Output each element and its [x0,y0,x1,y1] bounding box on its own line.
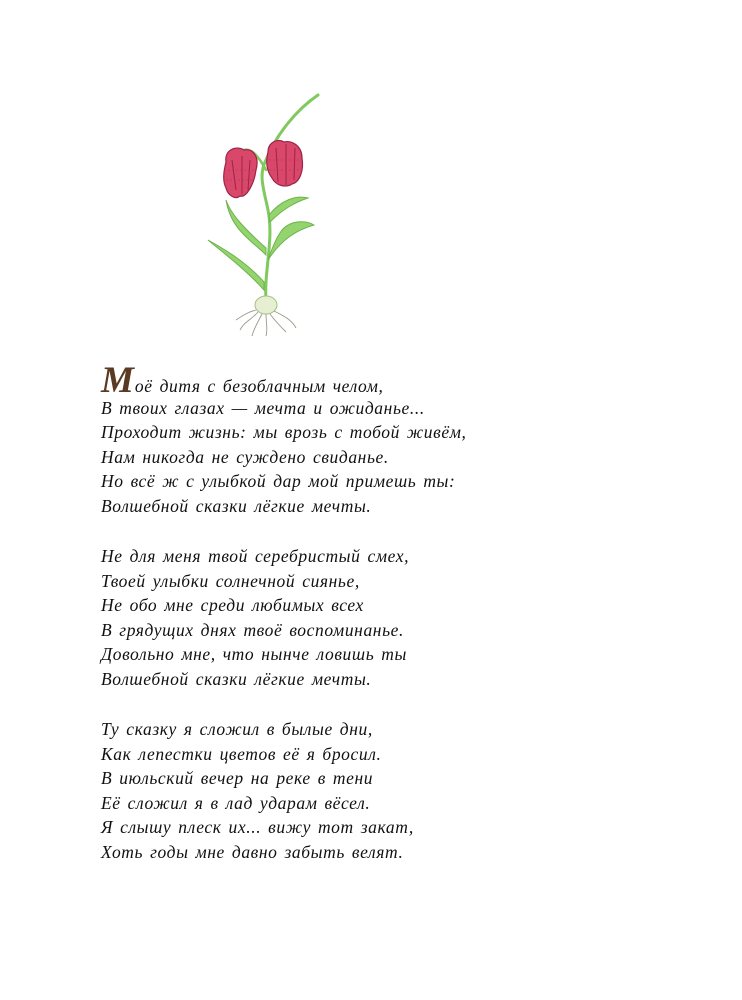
fritillary-flower-icon [196,90,330,338]
poem-line: Не для меня твой серебристый смех, [101,546,410,566]
drop-cap: М [101,360,134,401]
poem-line [101,360,661,401]
poem-line: Волшебной сказки лёгкие мечты. [101,495,372,516]
poem-line: Твоей улыбки солнечной сиянье, [101,570,360,591]
poem-line: Не обо мне среди любимых всех [101,595,364,615]
poem-stanza [101,544,661,691]
poem-line: Нам никогда не суждено свиданье. [101,446,389,467]
poem-line: Её сложил я в лад ударам вёсел. [101,792,371,813]
poem-line: В грядущих днях твоё воспоминанье. [101,619,404,640]
poem-line: Ту сказку я сложил в былые дни, [101,719,373,739]
flower-bell-left [224,148,257,197]
poem [101,360,661,890]
poem-line: Проходит жизнь: мы врозь с тобой живём, [101,422,467,442]
flower-leaf [226,200,266,255]
poem-line: Но всё ж с улыбкой дар мой примешь ты: [101,471,456,491]
poem-line: Как лепестки цветов её я бросил. [101,743,382,764]
poem-stanza [101,360,661,518]
flower-bulb [255,296,277,314]
poem-stanza [101,717,661,864]
poem-line: Волшебной сказки лёгкие мечты. [101,668,372,689]
poem-line: Довольно мне, что нынче ловишь ты [101,644,407,664]
poem-line-text: оё дитя с безоблачным челом, [134,376,384,396]
poem-line: В июльский вечер на реке в тени [101,768,374,788]
poem-line: Я слышу плеск их... вижу тот закат, [101,817,414,837]
poem-line: В твоих глазах — мечта и ожиданье... [101,397,425,418]
poem-line: Хоть годы мне давно забыть велят. [101,841,404,862]
flower-stem [262,95,318,300]
flower-bell-right [267,140,303,186]
